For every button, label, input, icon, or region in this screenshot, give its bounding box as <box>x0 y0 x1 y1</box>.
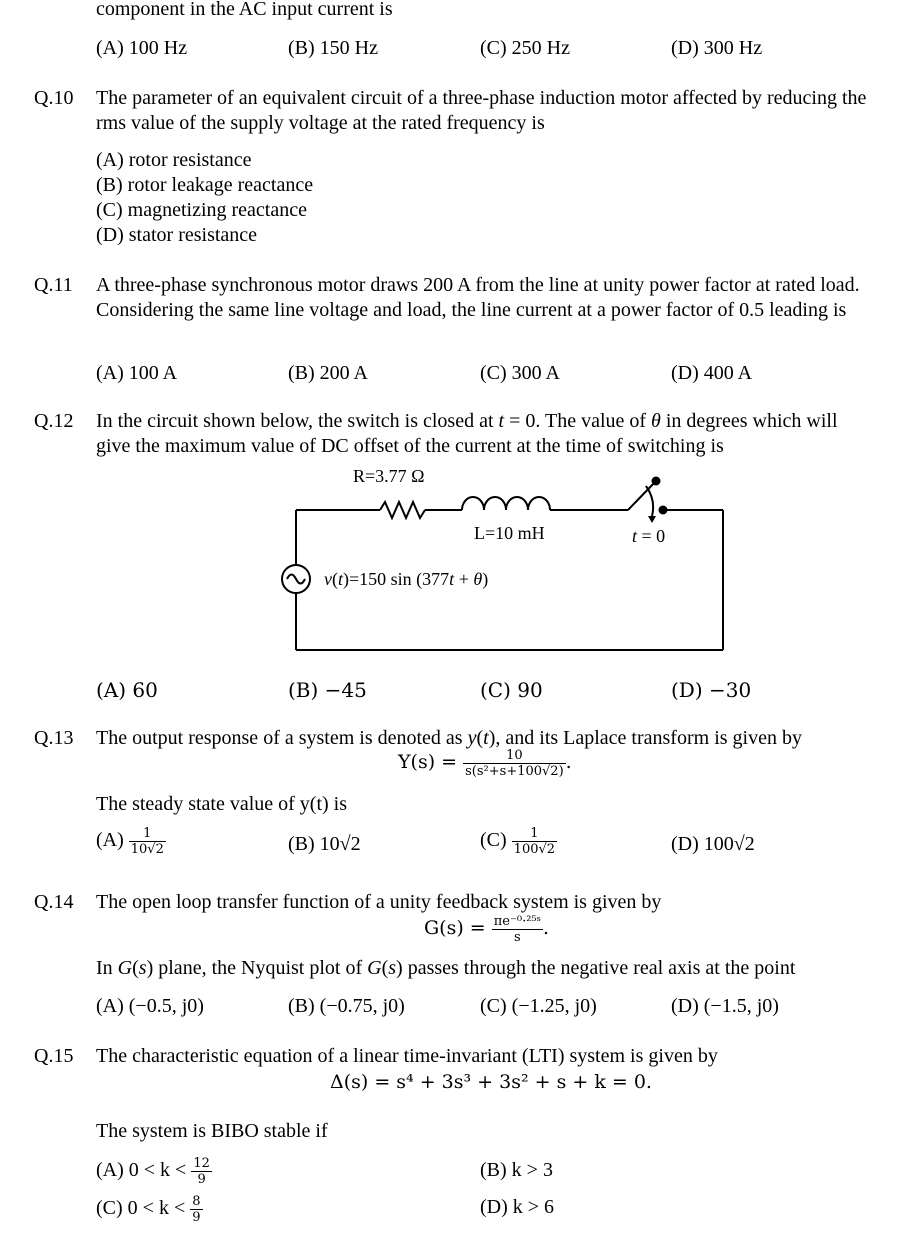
q11-question-text: A three-phase synchronous motor draws 200 A from the line at unity power factor at rated load. Considering the same line voltage and load, the line current at a power factor of 0.5 leading is <box>96 274 860 321</box>
switch-arrowhead <box>648 516 656 523</box>
q9-option-b: (B) 150 Hz <box>288 37 378 59</box>
q12-option-b: (B) −45 <box>288 678 367 702</box>
switch-contact-bottom <box>659 506 668 515</box>
q13-option-d: (D) 100√2 <box>671 833 755 855</box>
q13-steady-text: The steady state value of y(t) is <box>96 793 348 815</box>
q15-equation: Δ(s) = s⁴ + 3s³ + 3s² + s + k = 0. <box>330 1071 652 1093</box>
q13-question-text: The output response of a system is denoted as y(t), and its Laplace transform is given by <box>96 727 802 749</box>
q14-number: Q.14 <box>34 891 74 913</box>
q11-option-c: (C) 300 A <box>480 362 560 384</box>
q15-option-b: (B) k > 3 <box>480 1159 553 1181</box>
q14-option-c: (C) (−1.25, j0) <box>480 995 597 1017</box>
q15-question-text: The characteristic equation of a linear time-invariant (LTI) system is given by <box>96 1045 718 1067</box>
q12-option-a: (A) 60 <box>96 678 158 702</box>
q11-number: Q.11 <box>34 274 73 296</box>
q9-text-tail: component in the AC input current is <box>96 0 393 20</box>
q15-option-a: (A) 0 < k < $\frac{12}{9}$ <box>96 1156 210 1187</box>
q9-option-c: (C) 250 Hz <box>480 37 570 59</box>
q15-number: Q.15 <box>34 1045 74 1067</box>
q12-question-text: In the circuit shown below, the switch is closed at t = 0. The value of θ in degrees which will give the maximum value of DC offset of the current at the time of switching is <box>96 410 838 457</box>
circuit-inductor-label: L=10 mH <box>474 523 545 543</box>
ac-source-wave <box>287 575 305 584</box>
q14-option-a: (A) (−0.5, j0) <box>96 995 204 1017</box>
q15-option-d: (D) k > 6 <box>480 1196 555 1218</box>
q9-option-a: (A) 100 Hz <box>96 37 188 59</box>
q10-option-d: (D) stator resistance <box>96 224 258 246</box>
q13-option-a: (A) $\frac{1}{10√2}$ <box>96 826 164 857</box>
q10-option-a: (A) rotor resistance <box>96 149 252 171</box>
q14-question-text-2: In G(s) plane, the Nyquist plot of G(s) passes through the negative real axis at the point <box>96 957 796 979</box>
q14-question-text: The open loop transfer function of a unity feedback system is given by <box>96 891 662 913</box>
q12-number: Q.12 <box>34 410 74 432</box>
circuit-source-label: v(t)=150 sin (377t + θ) <box>324 569 489 589</box>
q15-stability-text: The system is BIBO stable if <box>96 1120 328 1142</box>
switch-contact-top <box>652 477 661 486</box>
circuit-switch-label: t = 0 <box>632 526 666 546</box>
q14-equation: G(s) = $\frac{\text{πe⁻⁰·²⁵ˢ}}{s}$ . <box>424 914 550 945</box>
q10-number: Q.10 <box>34 87 74 109</box>
q13-option-b: (B) 10√2 <box>288 833 361 855</box>
q15-option-c: (C) 0 < k < $\frac{8}{9}$ <box>96 1194 201 1225</box>
q13-number: Q.13 <box>34 727 74 749</box>
resistor-symbol <box>380 502 425 518</box>
inductor-symbol <box>462 497 550 510</box>
q13-equation: Y(s) = $\frac{10}{\text{s(s²+s+100√2)}}$ . <box>398 748 572 779</box>
q10-question-text: The parameter of an equivalent circuit of a three-phase induction motor affected by reducing the rms value of the supply voltage at the rated frequency is <box>96 87 867 134</box>
q10-option-c: (C) magnetizing reactance <box>96 199 307 221</box>
q14-option-b: (B) (−0.75, j0) <box>288 995 405 1017</box>
q9-option-d: (D) 300 Hz <box>671 37 763 59</box>
q12-circuit-diagram <box>270 460 740 660</box>
q11-option-d: (D) 400 A <box>671 362 753 384</box>
q11-option-b: (B) 200 A <box>288 362 368 384</box>
q14-option-d: (D) (−1.5, j0) <box>671 995 779 1017</box>
q12-option-d: (D) −30 <box>671 678 752 702</box>
q11-option-a: (A) 100 A <box>96 362 178 384</box>
q12-option-c: (C) 90 <box>480 678 543 702</box>
circuit-resistor-label: R=3.77 Ω <box>353 466 425 486</box>
q10-option-b: (B) rotor leakage reactance <box>96 174 314 196</box>
q13-option-c: (C) $\frac{1}{100√2}$ <box>480 826 556 857</box>
